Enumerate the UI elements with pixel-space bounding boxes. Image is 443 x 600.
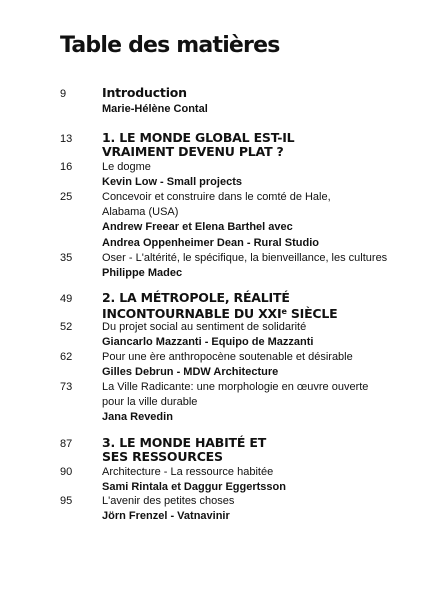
page-number: 95: [60, 495, 73, 507]
page-number: 62: [60, 351, 73, 363]
entry-author: Sami Rintala et Daggur Eggertsson: [102, 481, 286, 493]
section-heading-line: [102, 305, 402, 321]
entry-title: Du projet social au sentiment de solidarité: [102, 321, 307, 333]
section-heading-part: SIÈCLE: [286, 306, 338, 321]
entry-title: Oser - L'altérité, le spécifique, la bienveillance, les cultures: [102, 252, 388, 264]
entry-title: Le dogme: [102, 161, 151, 173]
entry-author: Philippe Madec: [102, 267, 183, 279]
entry-author: Andrea Oppenheimer Dean - Rural Studio: [102, 236, 319, 249]
page-number: 52: [60, 321, 73, 333]
page-number: 9: [60, 88, 67, 100]
entry-title: pour la ville durable: [102, 396, 198, 408]
entry-author: Marie-Hélène Contal: [102, 103, 208, 115]
page-title: Table des matières: [60, 33, 280, 58]
section-heading-line: 3. LE MONDE HABITÉ ET: [102, 435, 267, 450]
entry-author: Jana Revedin: [102, 411, 173, 423]
section-heading-line: 1. LE MONDE GLOBAL EST-IL: [102, 130, 295, 145]
entry-title: Pour une ère anthropocène soutenable et désirable: [102, 351, 353, 363]
entry-heading: Introduction: [102, 85, 187, 100]
superscript: e: [281, 307, 287, 316]
page-number: 16: [60, 161, 73, 173]
entry-title: Concevoir et construire dans le comté de Hale,: [102, 191, 331, 203]
page-number: 35: [60, 252, 73, 264]
page-number: 90: [60, 466, 73, 478]
entry-title: L'avenir des petites choses: [102, 495, 235, 507]
section-heading-part: INCONTOURNABLE DU XXI: [102, 306, 282, 321]
entry-title: Architecture - La ressource habitée: [102, 466, 274, 478]
page-number: 87: [60, 438, 73, 450]
entry-author: Giancarlo Mazzanti - Equipo de Mazzanti: [102, 336, 314, 348]
page-number: 73: [60, 381, 73, 393]
section-heading-line: VRAIMENT DEVENU PLAT ?: [102, 144, 284, 159]
page-number: 25: [60, 191, 73, 203]
entry-title: Alabama (USA): [102, 206, 179, 218]
entry-author: Gilles Debrun - MDW Architecture: [102, 366, 279, 378]
page-number: 13: [60, 133, 73, 145]
entry-author: Andrew Freear et Elena Barthel avec: [102, 221, 293, 233]
section-heading-line: 2. LA MÉTROPOLE, RÉALITÉ: [102, 290, 290, 305]
entry-author: Kevin Low - Small projects: [102, 176, 242, 188]
entry-title: La Ville Radicante: une morphologie en œuvre ouverte: [102, 381, 369, 393]
section-heading-line: SES RESSOURCES: [102, 449, 223, 464]
page-number: 49: [60, 293, 73, 305]
entry-author: Jörn Frenzel - Vatnavinir: [102, 510, 230, 522]
